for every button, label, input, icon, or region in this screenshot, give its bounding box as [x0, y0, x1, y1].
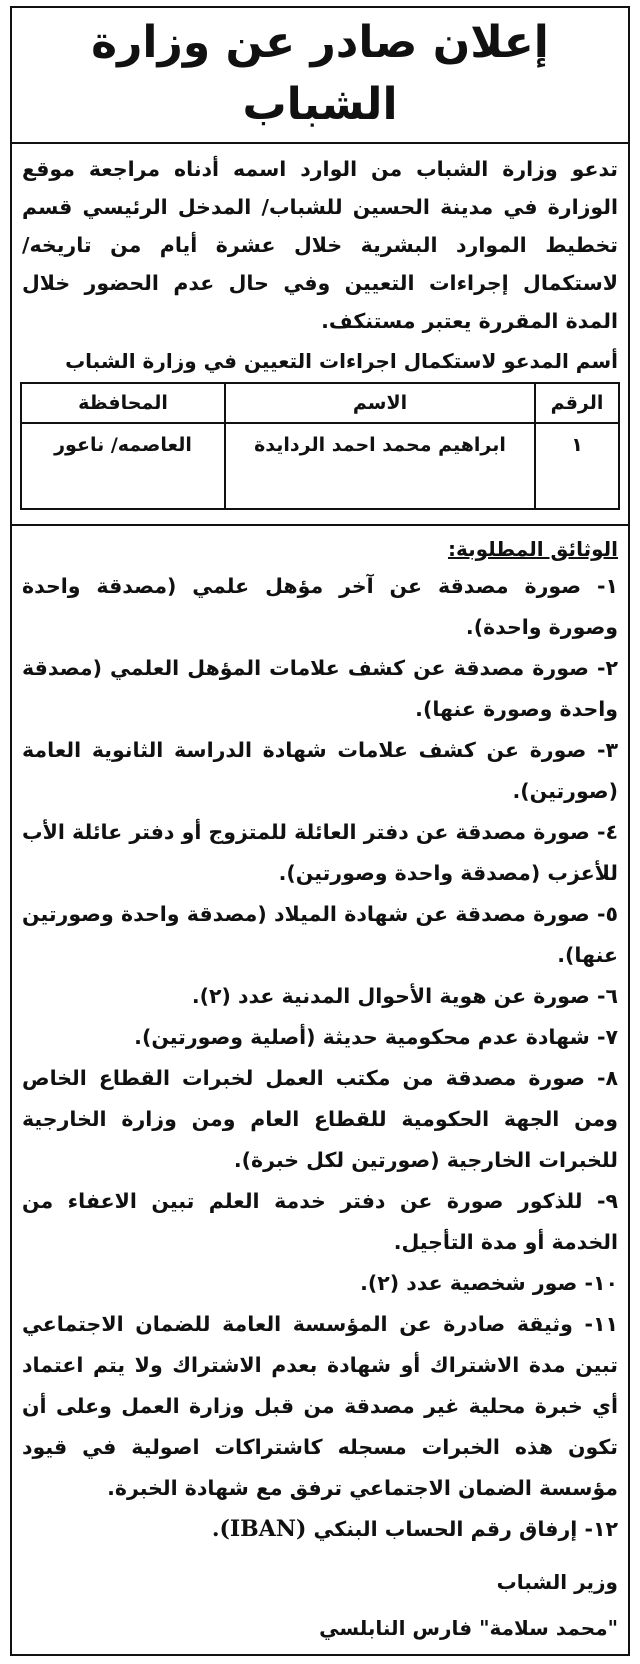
item-text: صورة مصدقة عن كشف علامات المؤهل العلمي (مصدقة واحدة وصورة عنها). — [22, 656, 618, 721]
signatory-name: "محمد سلامة" فارس النابلسي — [319, 1616, 618, 1640]
item-number: ١٠- — [584, 1271, 618, 1295]
documents-list — [12, 566, 628, 1550]
invitee-line: أسم المدعو لاستكمال اجراءات التعيين في وزارة الشباب — [65, 349, 618, 373]
documents-heading: الوثائق المطلوبة: — [447, 537, 618, 561]
header-number: الرقم — [535, 383, 619, 423]
list-item — [22, 730, 618, 812]
list-item — [22, 1181, 618, 1263]
item-number: ٢- — [596, 656, 618, 680]
table-header-row — [21, 383, 619, 423]
cell-name: ابراهيم محمد احمد الردايدة — [225, 423, 535, 509]
item-text: صورة مصدقة عن شهادة الميلاد (مصدقة واحدة وصورتين عنها). — [22, 902, 618, 967]
announcement-frame — [10, 6, 630, 1656]
item-text: شهادة عدم محكومية حديثة (أصلية وصورتين). — [134, 1025, 590, 1049]
item-text: للذكور صورة عن دفتر خدمة العلم تبين الاعفاء من الخدمة أو مدة التأجيل. — [22, 1189, 618, 1254]
header-name: الاسم — [225, 383, 535, 423]
item-text: صورة مصدقة عن دفتر العائلة للمتزوج أو دفتر عائلة الأب للأعزب (مصدقة واحدة وصورتين). — [22, 820, 618, 885]
item-number: ١٢- — [584, 1517, 618, 1541]
item-number: ٧- — [596, 1025, 618, 1049]
item-text: صورة عن هوية الأحوال المدنية عدد (٢). — [191, 984, 590, 1008]
list-item — [22, 566, 618, 648]
cell-governorate: العاصمه/ ناعور — [21, 423, 225, 509]
list-item — [22, 1263, 618, 1304]
announcement-intro: تدعو وزارة الشباب من الوارد اسمه أدناه مراجعة موقع الوزارة في مدينة الحسين للشباب/ المدخل الرئيسي قسم تخطيط الموارد البشرية خلال عشرة أيام من تاريخه/ لاستكمال إجراءات التعيين وفي حال عدم الحضور خلال المدة المقررة يعتبر مستنكف. — [22, 157, 618, 333]
item-number: ٥- — [596, 902, 619, 926]
item-number: ٣- — [596, 738, 618, 762]
list-item — [22, 894, 618, 976]
header-governorate: المحافظة — [21, 383, 225, 423]
item-text: إرفاق رقم الحساب البنكي — [313, 1517, 578, 1541]
signatory-title: وزير الشباب — [496, 1570, 618, 1594]
item-number: ٦- — [596, 984, 618, 1008]
item-number: ١١- — [584, 1312, 618, 1336]
item-text: صورة مصدقة عن آخر مؤهل علمي (مصدقة واحدة وصورة واحدة). — [22, 574, 618, 639]
item-text: صورة عن كشف علامات شهادة الدراسة الثانوية العامة (صورتين). — [22, 738, 618, 803]
item-number: ٨- — [596, 1066, 619, 1090]
table-row — [21, 423, 619, 509]
item-text: صورة مصدقة من مكتب العمل لخبرات القطاع الخاص ومن الجهة الحكومية للقطاع العام ومن وزارة الخارجية للخبرات الخارجية (صورتين لكل خبرة). — [22, 1066, 618, 1172]
item-number: ٤- — [596, 820, 619, 844]
item-number: ١- — [596, 574, 618, 598]
list-item — [22, 1509, 618, 1550]
list-item — [22, 1058, 618, 1181]
nominee-table — [20, 382, 620, 510]
list-item — [22, 976, 618, 1017]
list-item — [22, 648, 618, 730]
iban-label: (IBAN). — [211, 1516, 307, 1542]
list-item — [22, 812, 618, 894]
list-item — [22, 1017, 618, 1058]
announcement-title: إعلان صادر عن وزارة الشباب — [12, 8, 628, 144]
item-number: ٩- — [596, 1189, 619, 1213]
item-text: صور شخصية عدد (٢). — [360, 1271, 578, 1295]
cell-number: ١ — [535, 423, 619, 509]
item-text: وثيقة صادرة عن المؤسسة العامة للضمان الاجتماعي تبين مدة الاشتراك أو شهادة بعدم الاشتراك ولا يتم اعتماد أي خبرة محلية غير مصدقة من قبل وزارة العمل وعلى أن تكون هذه الخبرات مسجله كاشتراكات اصولية في قيود مؤسسة الضمان الاجتماعي ترفق مع شهادة الخبرة. — [22, 1312, 618, 1500]
list-item — [22, 1304, 618, 1509]
